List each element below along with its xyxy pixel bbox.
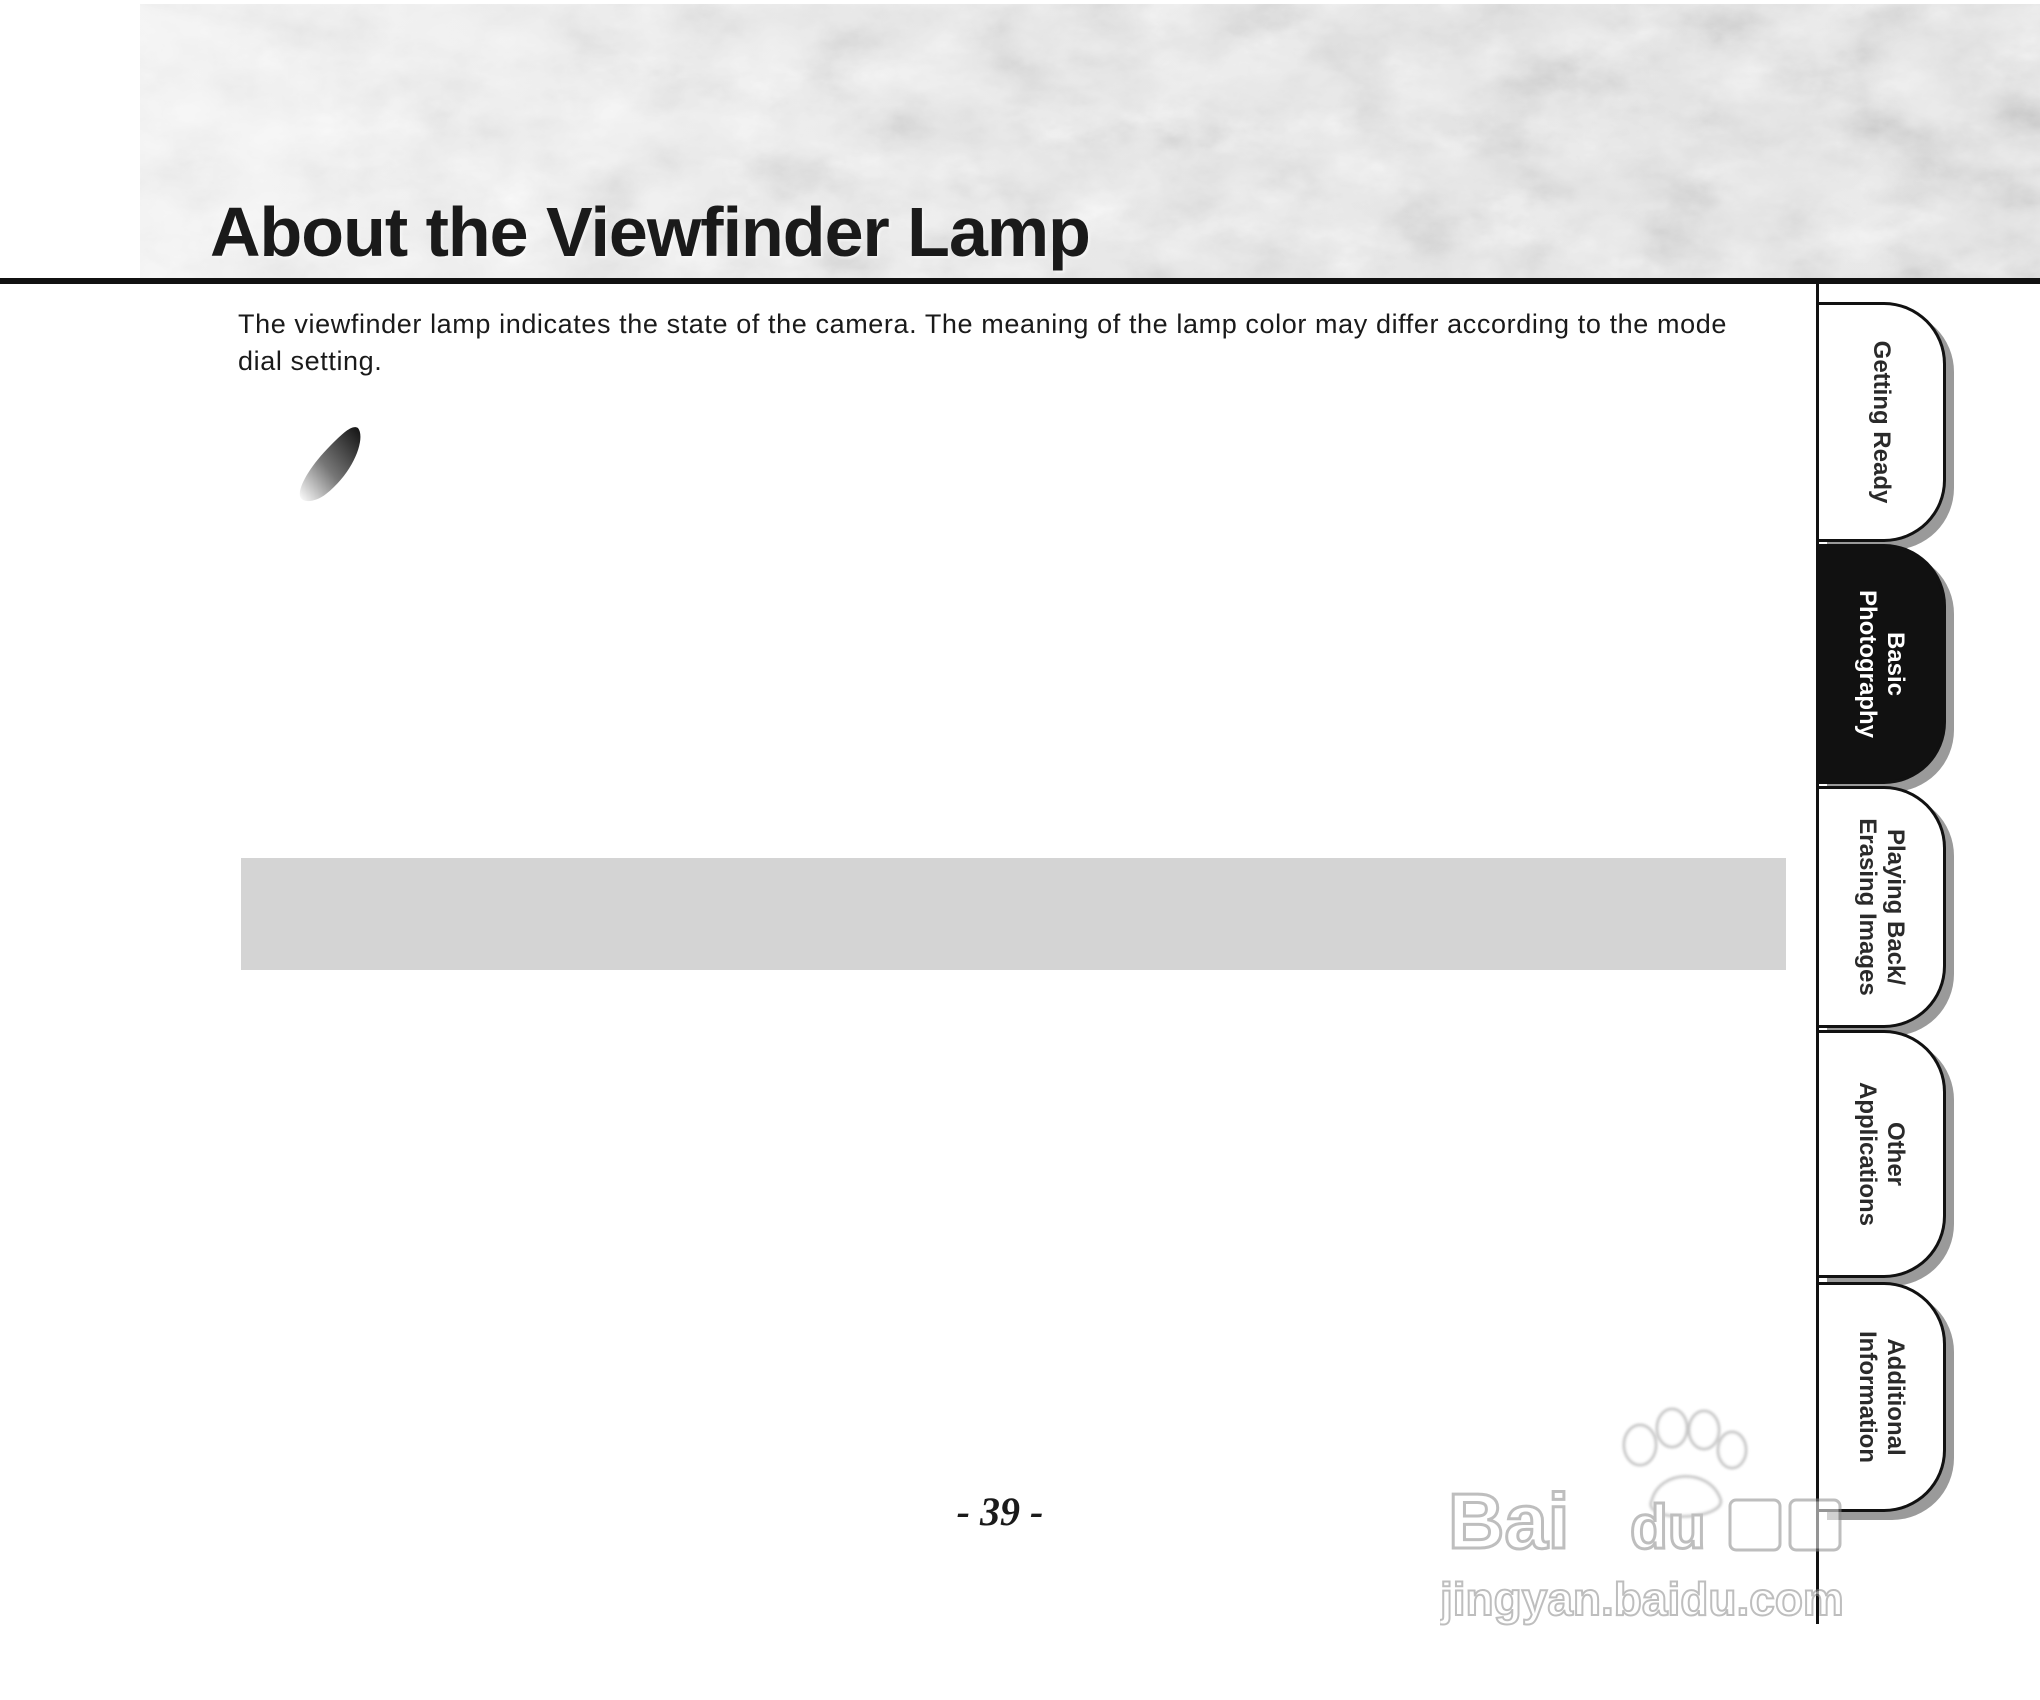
- intro-paragraph: The viewfinder lamp indicates the state of the camera. The meaning of the lamp color may differ according to the mode dial setting.: [238, 309, 1727, 376]
- tab-label: Getting Ready: [1868, 340, 1895, 504]
- tab-label: Playing Back/ Erasing Images: [1854, 818, 1909, 996]
- tab-label: Other Applications: [1854, 1081, 1909, 1227]
- tab-other-applications[interactable]: [1819, 1030, 1946, 1278]
- tab-getting-ready[interactable]: [1819, 302, 1946, 542]
- lamp-illustration: [296, 424, 364, 504]
- tab-basic-photography[interactable]: [1819, 544, 1946, 784]
- watermark-brand-suffix: du: [1630, 1493, 1706, 1562]
- page-title: About the Viewfinder Lamp: [210, 193, 1090, 271]
- baidu-watermark: [1440, 1390, 1920, 1630]
- watermark-brand: Bai: [1448, 1477, 1570, 1565]
- gray-info-bar: [241, 858, 1786, 970]
- title-divider: [0, 278, 2040, 284]
- watermark-site: jingyan.baidu.com: [1440, 1573, 1844, 1625]
- paw-print-icon: [1624, 1425, 1656, 1465]
- tab-label: Basic Photography: [1854, 590, 1909, 738]
- tab-label: Additional Information: [1854, 1331, 1909, 1463]
- page-number: - 39 -: [956, 1489, 1044, 1534]
- tab-playing-back-erasing-images[interactable]: [1819, 786, 1946, 1028]
